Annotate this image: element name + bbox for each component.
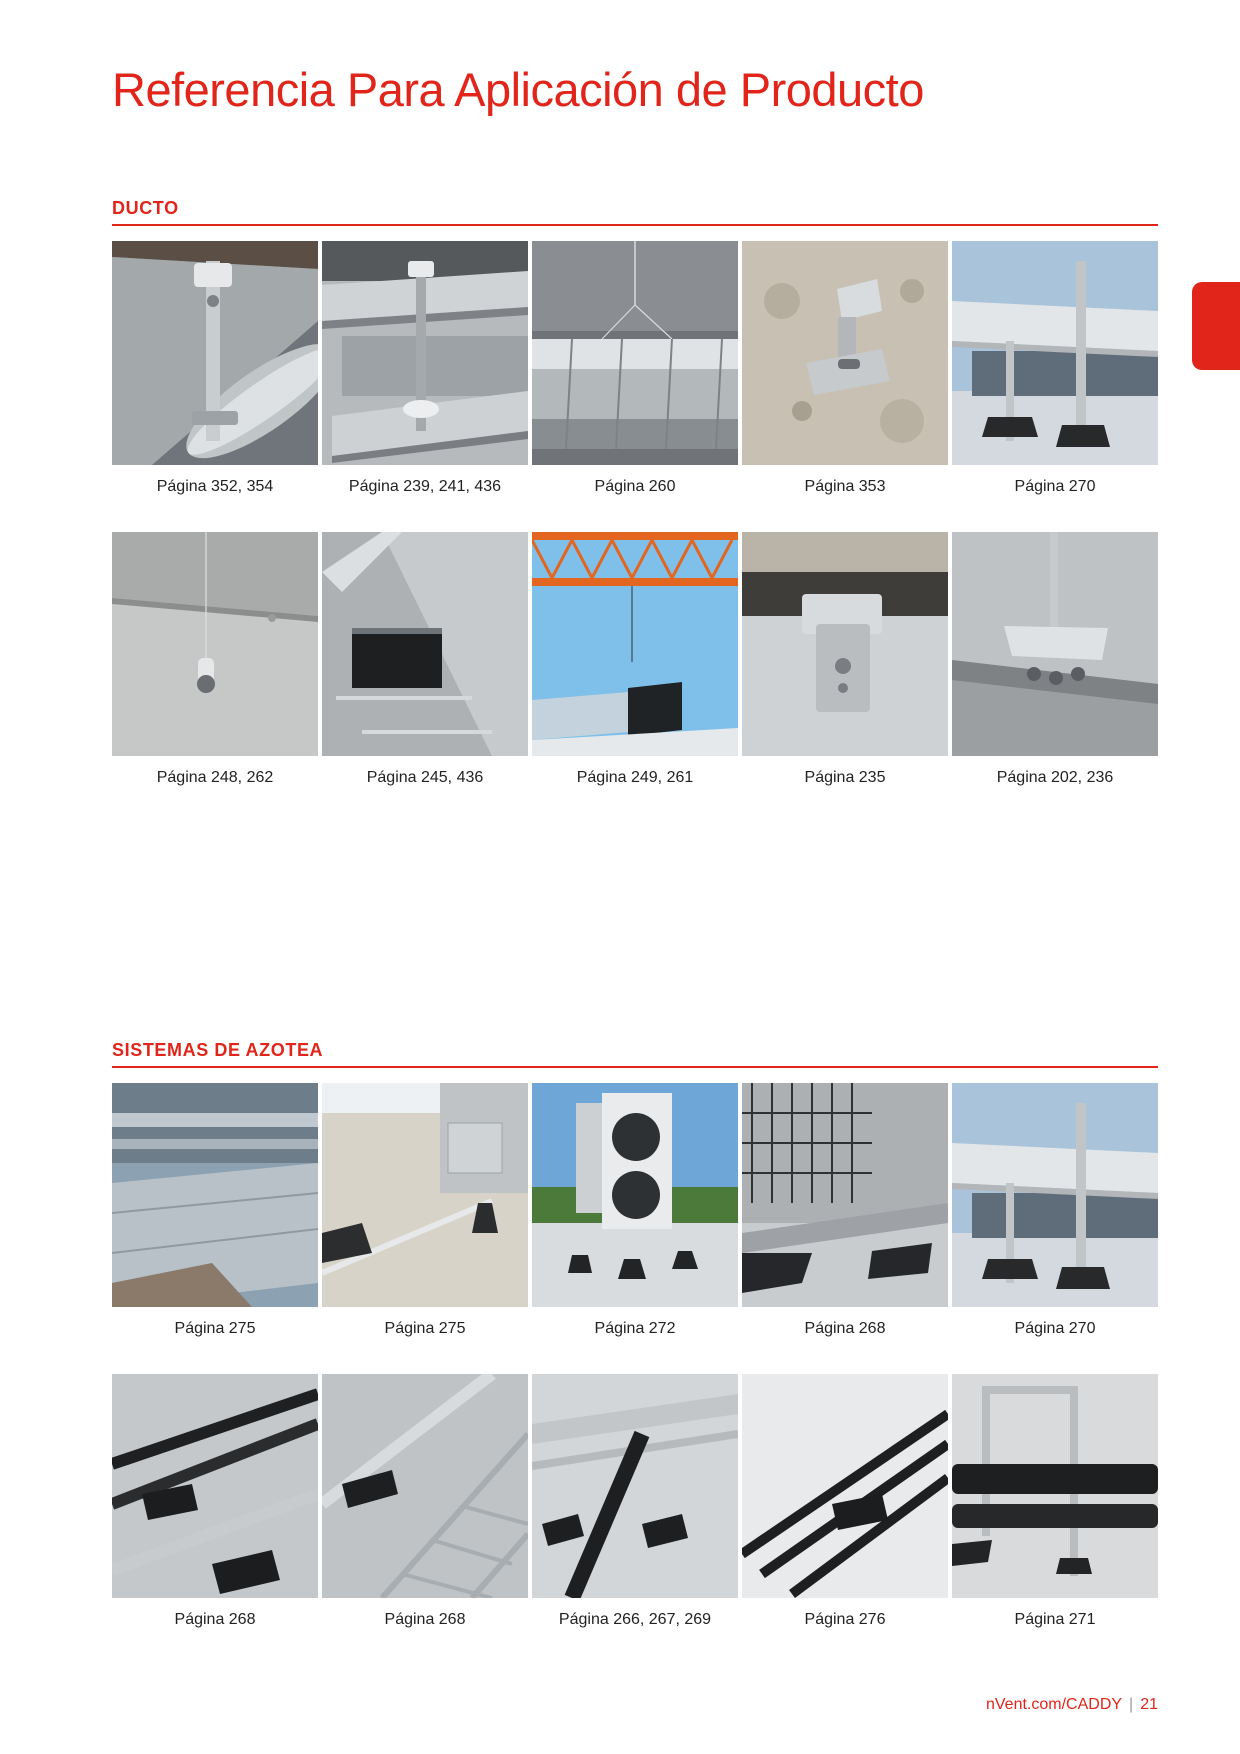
- product-photo-card: [322, 1083, 528, 1339]
- product-photo-card: [742, 241, 948, 497]
- product-photo-card: [322, 532, 528, 788]
- page-reference: Página 270: [1014, 1320, 1096, 1337]
- product-photo: [532, 1374, 738, 1598]
- page-reference: Página 245, 436: [366, 769, 484, 786]
- product-photo: [322, 241, 528, 465]
- product-photo-card: [952, 1083, 1158, 1339]
- product-photo: [742, 241, 948, 465]
- product-photo: [742, 1374, 948, 1598]
- page-reference: Página 266, 267, 269: [558, 1611, 712, 1628]
- section-divider: [112, 224, 1158, 226]
- product-photo: [742, 1083, 948, 1307]
- footer-separator: |: [1129, 1696, 1134, 1713]
- product-photo-card: [322, 1374, 528, 1630]
- product-photo-card: [952, 1374, 1158, 1630]
- section-heading: DUCTO: [112, 198, 179, 218]
- page-reference: Página 249, 261: [576, 769, 694, 786]
- product-photo-card: [532, 532, 738, 788]
- product-photo: [742, 532, 948, 756]
- product-photo-card: [742, 1083, 948, 1339]
- product-photo: [532, 532, 738, 756]
- product-photo-card: [742, 1374, 948, 1630]
- page-reference: Página 268: [174, 1611, 256, 1628]
- section-sistemas-de-azotea: [112, 1039, 1158, 1665]
- page-reference: Página 272: [594, 1320, 676, 1337]
- page-reference: Página 353: [804, 478, 886, 495]
- product-photo-card: [952, 241, 1158, 497]
- section-ducto: [112, 197, 1158, 823]
- page-reference: Página 275: [174, 1320, 256, 1337]
- product-photo: [112, 241, 318, 465]
- product-photo-card: [112, 241, 318, 497]
- product-photo-card: [532, 241, 738, 497]
- product-photo: [532, 241, 738, 465]
- product-photo: [952, 1374, 1158, 1598]
- page-number: 21: [1140, 1696, 1158, 1713]
- page-reference: Página 268: [384, 1611, 466, 1628]
- product-photo: [322, 1083, 528, 1307]
- page-reference: Página 202, 236: [996, 769, 1114, 786]
- product-photo: [112, 532, 318, 756]
- footer: [986, 1696, 1158, 1714]
- page-title: Referencia Para Aplicación de Producto: [112, 63, 924, 116]
- section-divider: [112, 1066, 1158, 1068]
- product-photo-card: [952, 532, 1158, 788]
- product-photo-card: [742, 532, 948, 788]
- page-reference: Página 260: [594, 478, 676, 495]
- product-photo-card: [532, 1374, 738, 1630]
- page-reference: Página 235: [804, 769, 886, 786]
- product-photo: [952, 241, 1158, 465]
- product-photo: [952, 1083, 1158, 1307]
- page-reference: Página 275: [384, 1320, 466, 1337]
- page-reference: Página 276: [804, 1611, 886, 1628]
- page-reference: Página 352, 354: [156, 478, 274, 495]
- product-photo-grid: [112, 1083, 1158, 1665]
- product-photo-card: [112, 1374, 318, 1630]
- section-heading: SISTEMAS DE AZOTEA: [112, 1040, 324, 1060]
- product-photo-card: [322, 241, 528, 497]
- product-photo-card: [532, 1083, 738, 1339]
- product-photo: [322, 1374, 528, 1598]
- footer-url[interactable]: nVent.com/CADDY: [985, 1696, 1123, 1713]
- product-photo: [112, 1083, 318, 1307]
- page-reference: Página 239, 241, 436: [348, 478, 502, 495]
- product-photo-grid: [112, 241, 1158, 823]
- page-reference: Página 270: [1014, 478, 1096, 495]
- product-photo-card: [112, 1083, 318, 1339]
- page-reference: Página 271: [1014, 1611, 1096, 1628]
- page-reference: Página 248, 262: [156, 769, 274, 786]
- product-photo: [322, 532, 528, 756]
- product-photo: [532, 1083, 738, 1307]
- section-tab-marker: [1192, 282, 1240, 370]
- product-photo: [952, 532, 1158, 756]
- product-photo-card: [112, 532, 318, 788]
- product-photo: [112, 1374, 318, 1598]
- page-reference: Página 268: [804, 1320, 886, 1337]
